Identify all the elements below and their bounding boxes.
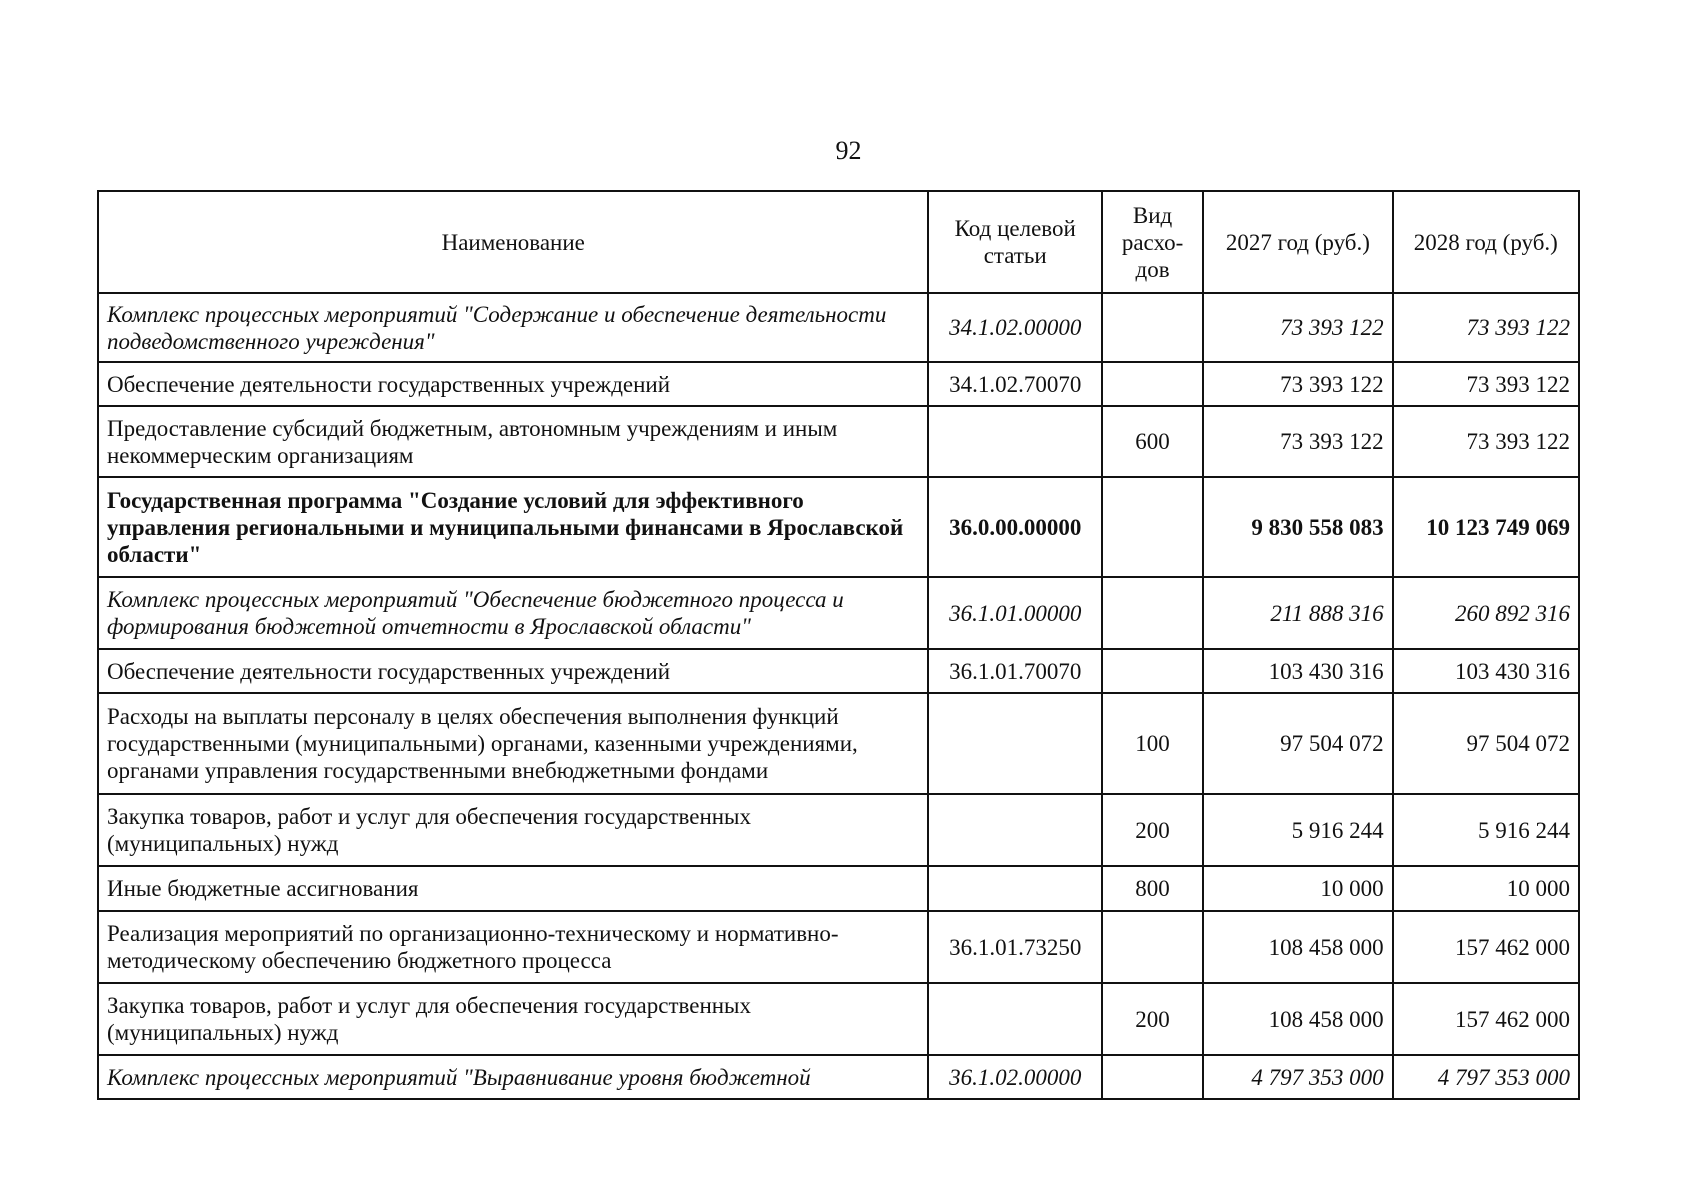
row-name: Комплекс процессных мероприятий "Выравнивание уровня бюджетной	[98, 1055, 928, 1099]
row-2028: 4 797 353 000	[1393, 1055, 1579, 1099]
row-2028: 157 462 000	[1393, 911, 1579, 983]
table-row	[98, 794, 1579, 866]
table-header-row	[98, 191, 1579, 293]
row-name: Предоставление субсидий бюджетным, автономным учреждениям и иным некоммерческим организациям	[98, 406, 928, 477]
row-code	[928, 406, 1102, 477]
header-2027: 2027 год (руб.)	[1203, 191, 1393, 293]
row-2027: 108 458 000	[1203, 911, 1393, 983]
row-vid	[1102, 362, 1203, 406]
row-2027: 211 888 316	[1203, 577, 1393, 649]
table-row	[98, 293, 1579, 362]
row-name: Обеспечение деятельности государственных учреждений	[98, 649, 928, 693]
row-2027: 10 000	[1203, 866, 1393, 911]
row-code: 36.1.02.00000	[928, 1055, 1102, 1099]
row-2028: 97 504 072	[1393, 693, 1579, 794]
row-name: Расходы на выплаты персоналу в целях обеспечения выполнения функций государственными (муниципальными) органами, казенными учреждениями, органами управления государственными внебюджетными фондами	[98, 693, 928, 794]
budget-table	[97, 190, 1580, 1100]
row-2027: 73 393 122	[1203, 406, 1393, 477]
row-code	[928, 866, 1102, 911]
row-name: Комплекс процессных мероприятий "Содержание и обеспечение деятельности подведомственного учреждения"	[98, 293, 928, 362]
row-name: Реализация мероприятий по организационно-техническому и нормативно-методическому обеспечению бюджетного процесса	[98, 911, 928, 983]
table-row	[98, 866, 1579, 911]
row-code	[928, 693, 1102, 794]
row-vid	[1102, 649, 1203, 693]
row-code: 36.1.01.73250	[928, 911, 1102, 983]
table-row	[98, 911, 1579, 983]
table-row	[98, 406, 1579, 477]
row-code: 36.1.01.00000	[928, 577, 1102, 649]
row-2027: 103 430 316	[1203, 649, 1393, 693]
row-name: Закупка товаров, работ и услуг для обеспечения государственных (муниципальных) нужд	[98, 983, 928, 1055]
row-vid	[1102, 293, 1203, 362]
table-row	[98, 1055, 1579, 1099]
row-vid: 600	[1102, 406, 1203, 477]
table-row	[98, 577, 1579, 649]
header-code: Код целевой статьи	[928, 191, 1102, 293]
table-row	[98, 693, 1579, 794]
row-name: Государственная программа "Создание условий для эффективного управления региональными и муниципальными финансами в Ярославской области"	[98, 477, 928, 577]
row-name: Закупка товаров, работ и услуг для обеспечения государственных (муниципальных) нужд	[98, 794, 928, 866]
row-vid	[1102, 911, 1203, 983]
table-row	[98, 649, 1579, 693]
row-name: Комплекс процессных мероприятий "Обеспечение бюджетного процесса и формирования бюджетной отчетности в Ярославской области"	[98, 577, 928, 649]
table-row	[98, 362, 1579, 406]
row-code: 36.0.00.00000	[928, 477, 1102, 577]
row-2027: 73 393 122	[1203, 293, 1393, 362]
row-2027: 73 393 122	[1203, 362, 1393, 406]
row-vid: 200	[1102, 983, 1203, 1055]
row-2027: 108 458 000	[1203, 983, 1393, 1055]
row-2028: 73 393 122	[1393, 362, 1579, 406]
row-2028: 73 393 122	[1393, 293, 1579, 362]
row-code	[928, 983, 1102, 1055]
row-name: Обеспечение деятельности государственных учреждений	[98, 362, 928, 406]
row-2028: 10 123 749 069	[1393, 477, 1579, 577]
row-2028: 10 000	[1393, 866, 1579, 911]
row-code	[928, 794, 1102, 866]
row-vid: 800	[1102, 866, 1203, 911]
row-2028: 5 916 244	[1393, 794, 1579, 866]
page-number: 92	[835, 136, 862, 165]
row-vid: 200	[1102, 794, 1203, 866]
row-2028: 73 393 122	[1393, 406, 1579, 477]
header-vid: Вид расхо-дов	[1102, 191, 1203, 293]
row-2028: 103 430 316	[1393, 649, 1579, 693]
row-2027: 5 916 244	[1203, 794, 1393, 866]
row-2028: 157 462 000	[1393, 983, 1579, 1055]
row-2027: 97 504 072	[1203, 693, 1393, 794]
row-code: 34.1.02.00000	[928, 293, 1102, 362]
header-name: Наименование	[98, 191, 928, 293]
row-vid	[1102, 1055, 1203, 1099]
table-row	[98, 983, 1579, 1055]
table-row	[98, 477, 1579, 577]
row-2028: 260 892 316	[1393, 577, 1579, 649]
row-name: Иные бюджетные ассигнования	[98, 866, 928, 911]
row-2027: 4 797 353 000	[1203, 1055, 1393, 1099]
row-code: 34.1.02.70070	[928, 362, 1102, 406]
row-vid: 100	[1102, 693, 1203, 794]
header-2028: 2028 год (руб.)	[1393, 191, 1579, 293]
row-code: 36.1.01.70070	[928, 649, 1102, 693]
row-vid	[1102, 577, 1203, 649]
row-2027: 9 830 558 083	[1203, 477, 1393, 577]
row-vid	[1102, 477, 1203, 577]
